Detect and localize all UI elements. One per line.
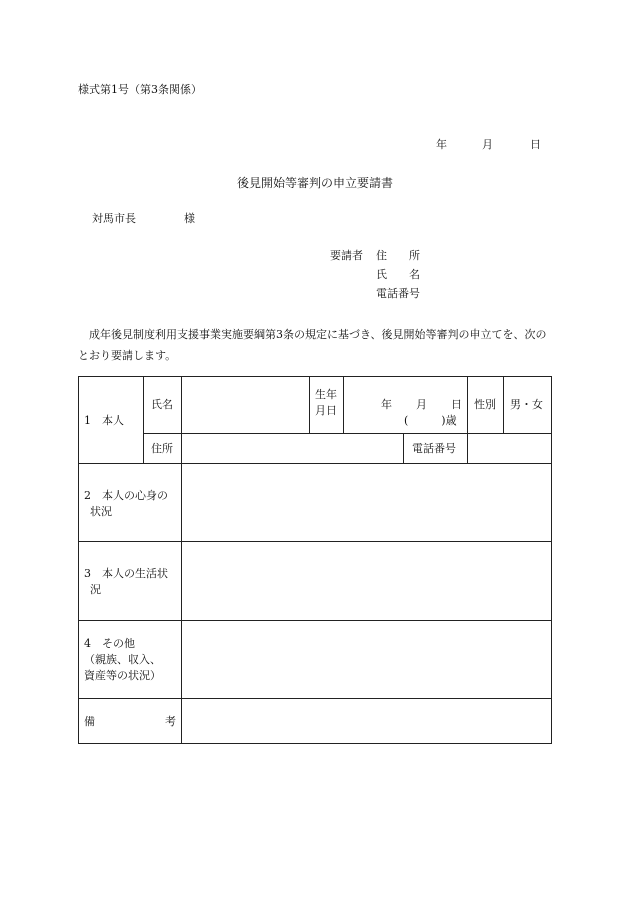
applicant-address-label: 住 所 [376, 249, 420, 262]
row1-birth-day: 日 [451, 398, 462, 411]
table-line-sex-left [467, 376, 468, 464]
row3-label-line1: 3 本人の生活状 [84, 567, 168, 580]
row1-label: 1 本人 [84, 414, 124, 427]
document-title: 後見開始等審判の申立要請書 [236, 176, 393, 190]
request-body-text: 成年後見制度利用支援事業実施要綱第3条の規定に基づき、後見開始等審判の申立てを、次のとおり要請します。 [78, 328, 547, 362]
table-line-main-col [181, 376, 182, 744]
row5-label-right: 考 [165, 715, 176, 728]
table-border-left [78, 376, 79, 744]
row1-address-label: 住所 [151, 442, 173, 455]
row1-phone-label: 電話番号 [412, 442, 456, 455]
table-line-row4-bottom [78, 698, 552, 699]
row4-label-line3: 資産等の状況） [84, 669, 161, 682]
row2-label-line2: 状況 [90, 505, 112, 518]
table-line-row1-col-a [143, 376, 144, 464]
row1-age: ( )歳 [404, 414, 457, 427]
form-id: 様式第1号（第3条関係） [78, 83, 202, 96]
date-day-label: 日 [530, 138, 541, 151]
table-border-bottom [78, 743, 552, 744]
table-border-right [551, 376, 552, 744]
row1-birth-year: 年 [381, 398, 392, 411]
table-line-sex-mid [503, 376, 504, 433]
addressee: 対馬市長 [92, 212, 136, 225]
row4-label-line2: （親族、収入、 [84, 653, 161, 666]
row5-label-left: 備 [84, 715, 95, 728]
table-line-birth-mid [343, 376, 344, 433]
row3-label-line2: 況 [90, 583, 101, 596]
table-line-row1-bottom [78, 463, 552, 464]
date-year-label: 年 [436, 138, 447, 151]
table-line-phone-left [403, 433, 404, 464]
applicant-phone-label: 電話番号 [376, 287, 420, 300]
table-line-row3-bottom [78, 620, 552, 621]
applicant-name-label: 氏 名 [376, 268, 420, 281]
applicant-label: 要請者 [330, 249, 363, 262]
row4-label-line1: 4 その他 [84, 637, 135, 650]
table-line-birth-left [309, 376, 310, 433]
date-month-label: 月 [482, 138, 493, 151]
table-border-top [78, 376, 552, 377]
row1-birth-month: 月 [416, 398, 427, 411]
row1-name-label: 氏名 [151, 398, 173, 411]
row1-birth-label-1: 生年 [315, 388, 337, 401]
table-line-row1-mid [143, 433, 552, 434]
row1-birth-label-2: 月日 [315, 404, 337, 417]
row2-label-line1: 2 本人の心身の [84, 489, 168, 502]
table-line-row2-bottom [78, 541, 552, 542]
addressee-honorific: 様 [184, 212, 195, 225]
row1-sex-label: 性別 [474, 398, 496, 411]
row1-sex-options: 男・女 [510, 398, 543, 411]
